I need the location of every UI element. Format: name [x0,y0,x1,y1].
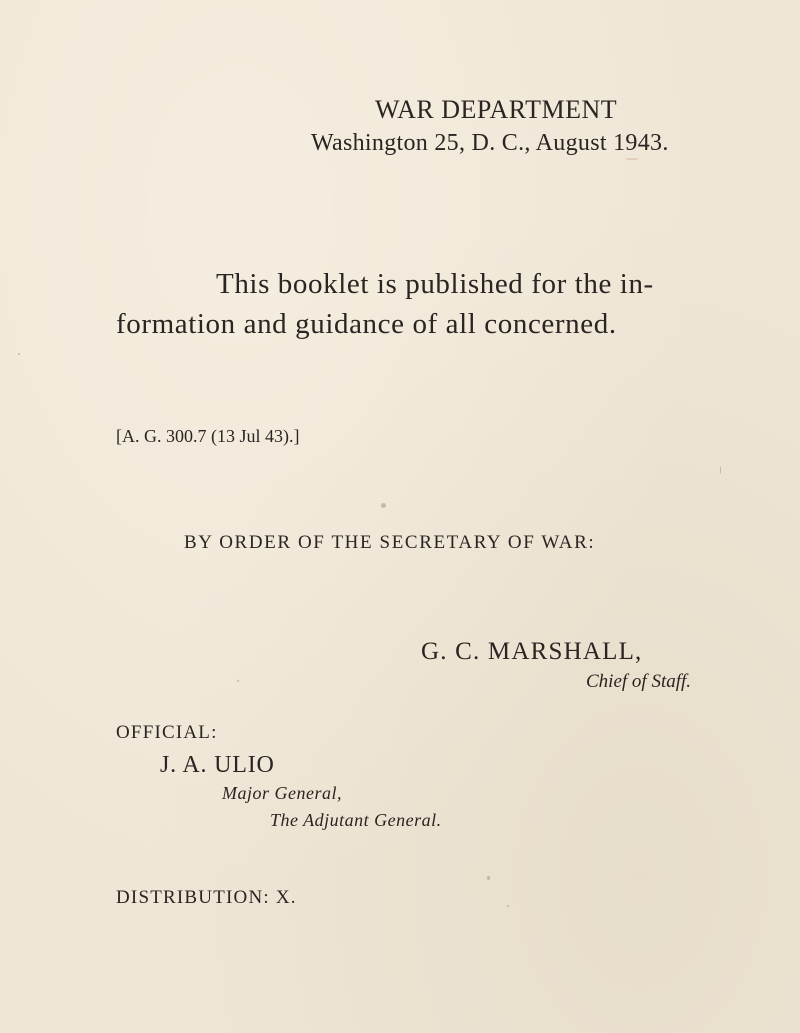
paper-speck [381,503,386,508]
publication-statement-line-1: This booklet is published for the in- [216,268,654,300]
paper-speck [18,353,20,355]
order-statement: BY ORDER OF THE SECRETARY OF WAR: [184,532,596,553]
department-heading: WAR DEPARTMENT [375,95,618,124]
paper-speck [507,905,509,907]
paper-speck [625,158,639,160]
paper-speck [487,876,490,880]
signer-name: G. C. MARSHALL, [421,638,643,665]
place-and-date: Washington 25, D. C., August 1943. [311,130,669,156]
paper-speck [237,680,239,682]
official-rank: Major General, [222,783,342,803]
official-title: The Adjutant General. [270,810,442,830]
file-reference: [A. G. 300.7 (13 Jul 43).] [116,426,300,446]
official-name: J. A. ULIO [160,752,275,778]
publication-statement-line-2: formation and guidance of all concerned. [116,308,617,340]
distribution-line: DISTRIBUTION: X. [116,887,297,908]
paper-speck [720,466,721,474]
official-label: OFFICIAL: [116,722,218,743]
signer-title: Chief of Staff. [586,671,692,692]
